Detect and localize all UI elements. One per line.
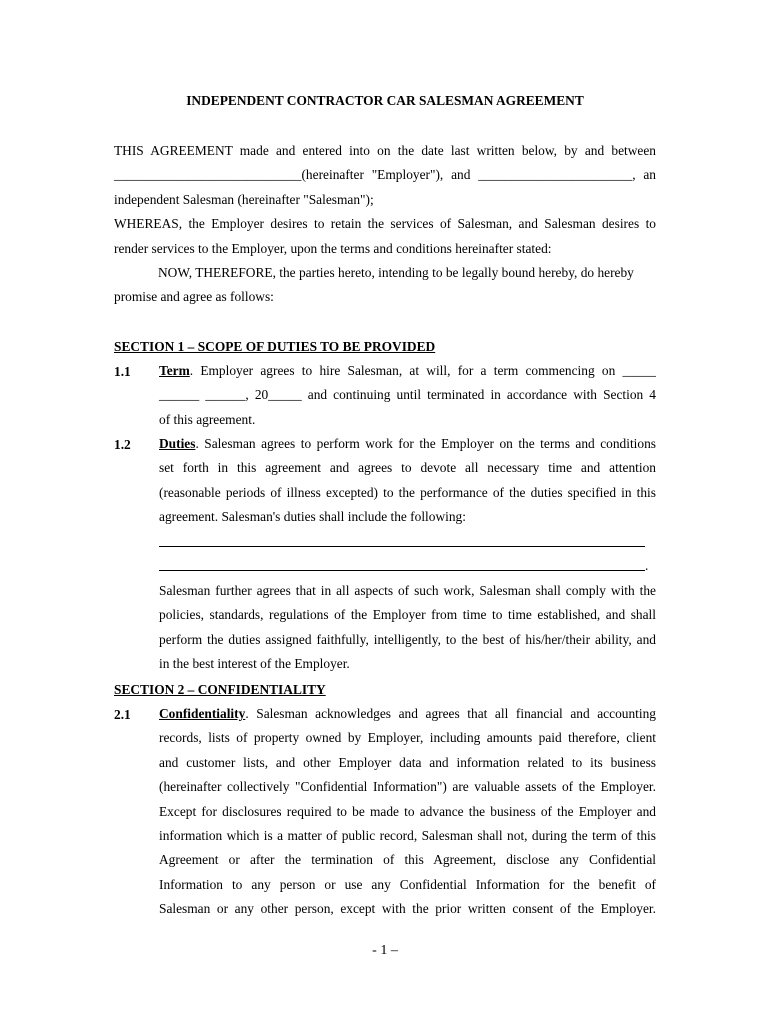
clause-text: and customer lists, and other Employer data and information related to its business (159, 754, 656, 770)
clause-text: in the best interest of the Employer. (159, 656, 350, 672)
now-therefore-line: promise and agree as follows: (114, 289, 274, 305)
blank-line (159, 570, 645, 571)
clause-text: . Salesman agrees to perform work for the Employer on the terms and conditions (195, 436, 656, 451)
clause-term: Term (159, 363, 190, 378)
clause-text: Except for disclosures required to be made to advance the business of the Employer and (159, 803, 656, 819)
clause-text: perform the duties assigned faithfully, intelligently, to the best of his/her/their ability, and (159, 631, 656, 647)
clause-text: . Salesman acknowledges and agrees that all financial and accounting (245, 706, 656, 721)
clause-text: Information to any person or use any Confidential Information for the benefit of (159, 876, 656, 892)
clause-number: 2.1 (114, 707, 131, 722)
page-number: - 1 – (372, 943, 398, 958)
clause-text: policies, standards, regulations of the Employer from time to time established, and shall (159, 607, 656, 623)
clause-1-2-continued (159, 579, 656, 677)
section-1-heading: SECTION 1 – SCOPE OF DUTIES TO BE PROVIDED (114, 339, 436, 354)
now-therefore-line: NOW, THEREFORE, the parties hereto, intending to be legally bound hereby, do hereby (158, 265, 634, 281)
clause-text: ______ ______, 20_____ and continuing until terminated in accordance with Section 4 (159, 387, 656, 403)
clause-text: Salesman or any other person, except with the prior written consent of the Employer. (159, 901, 656, 917)
clause-term: Confidentiality (159, 706, 246, 721)
clause-text: of this agreement. (159, 411, 256, 427)
whereas-line: WHEREAS, the Employer desires to retain the services of Salesman, and Salesman desires to (114, 216, 656, 232)
blank-line (159, 546, 645, 547)
clause-text: Salesman further agrees that in all aspects of such work, Salesman shall comply with the (159, 583, 656, 598)
clause-text: information which is a matter of public record, Salesman shall not, during the term of this (159, 828, 656, 844)
document-title: INDEPENDENT CONTRACTOR CAR SALESMAN AGREEMENT (186, 93, 584, 108)
section-2-heading: SECTION 2 – CONFIDENTIALITY (114, 682, 326, 697)
clause-text: (reasonable periods of illness excepted) to the performance of the duties specified in this (159, 484, 656, 500)
clause-number: 1.2 (114, 437, 131, 452)
clause-1-2 (159, 432, 656, 530)
clause-text: set forth in this agreement and agrees to devote all necessary time and attention (159, 460, 656, 476)
clause-text: agreement. Salesman's duties shall include the following: (159, 509, 466, 525)
intro-line: ____________________________(hereinafter "Employer"), and _______________________, an (114, 167, 656, 183)
clause-text: Agreement or after the termination of this Agreement, disclose any Confidential (159, 852, 656, 868)
clause-term: Duties (159, 436, 196, 451)
clause-text: . Employer agrees to hire Salesman, at will, for a term commencing on _____ (189, 363, 656, 378)
clause-text: records, lists of property owned by Employer, including amounts paid therefore, client (159, 730, 656, 746)
clause-2-1 (159, 702, 656, 922)
clause-number: 1.1 (114, 364, 131, 379)
whereas-line: render services to the Employer, upon the terms and conditions hereinafter stated: (114, 240, 552, 256)
clause-1-1 (159, 359, 656, 432)
intro-line: independent Salesman (hereinafter "Salesman"); (114, 191, 374, 207)
intro-paragraph (114, 139, 656, 310)
clause-text: (hereinafter collectively "Confidential Information") are valuable assets of the Employer. (159, 779, 656, 795)
blank-line-period: . (645, 558, 649, 573)
intro-line: THIS AGREEMENT made and entered into on the date last written below, by and between (114, 143, 656, 158)
